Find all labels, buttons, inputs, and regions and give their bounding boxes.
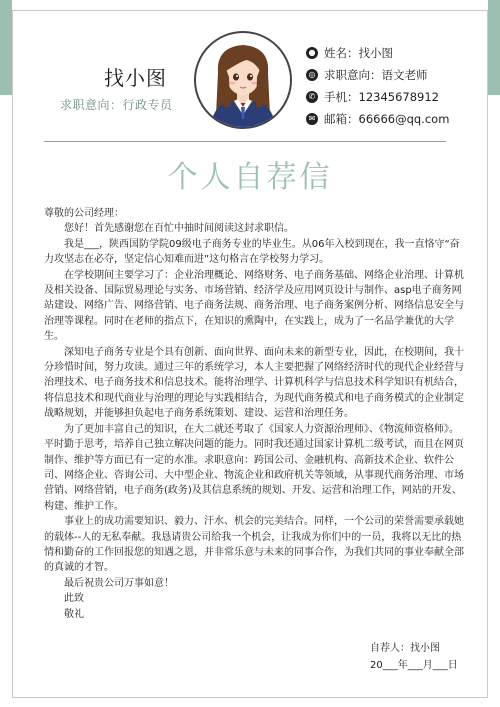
contact-info [306,42,449,130]
contact-intent-row [306,64,449,86]
phone-icon: ✆ [306,91,318,103]
signature-block [370,640,470,674]
letter-date: 20___年___月___日 [370,660,458,671]
decorative-corner-right [488,0,500,95]
letter-paragraph: 最后祝贵公司万事如意！ [64,577,174,589]
letter-paragraph: 您好！首先感谢您在百忙中抽时间阅读这封求职信。 [64,223,294,235]
contact-name-row [306,42,449,64]
target-icon: ◎ [306,69,318,81]
letter-salutation: 尊敬的公司经理： [44,208,124,219]
letter-closing-2: 敬礼 [64,608,84,620]
header-divider [44,141,446,142]
letter-paragraph: 在学校期间主要学习了：企业治理概论、网络财务、电子商务基础、网络企业治理、计算机及相关设备、国际贸易理论与实务、市场营销、经济学及应用网页设计与制作、asp电子商务网站建设、网络广告、网络营销、电子商务法规、商务治理、电子商务案例分析、网络信息安全与治理等课程。同时在老师的指点下，在知识的熏陶中，在实践上，成为了一名品学兼优的大学生。 [44,269,464,343]
contact-phone-row [306,86,449,108]
letter-closing-1: 此致 [64,593,84,605]
letter-paragraph: 我是___，陕西国防学院09级电子商务专业的毕业生。从06年入校到现在，我一直恪守“奋力攻坚志在必夺，坚定信心知难而进”这句格言在学校努力学习。 [44,238,460,266]
decorative-corner-left [0,0,12,95]
contact-email-row [306,108,449,130]
avatar-illustration [196,33,290,127]
letter-paragraph: 为了更加丰富自己的知识，在大二就还考取了《国家人力资源治理师》、《物流师资格师》。平时勤于思考，培养自己独立解决问题的能力。同时我还通过国家计算机二级考试，而且在网页制作、维护等方面已有一定的水准。求职意向：跨国公司、金融机构、高新技术企业、软件公司、网络企业、咨询公司、大中型企业、物流企业和政府机关等领域，从事现代商务治理、市场营销、网络营销，电子商务(政务)及其信息系统的规划、开发、运营和治理工作，网站的开发、构建、维护工作。 [44,423,464,512]
contact-email: 邮箱：66666@qq.com [324,112,450,126]
header-job-intent: 求职意向：行政专员 [60,98,173,112]
header-name: 找小图 [104,66,167,90]
letter-body [44,206,466,622]
contact-name: 姓名：找小图 [324,46,393,60]
mail-icon: ✉ [306,113,318,125]
avatar [194,31,292,129]
contact-intent: 求职意向：语文老师 [324,68,428,82]
person-icon: ● [306,47,318,59]
letter-paragraph: 深知电子商务专业是个具有创新、面向世界、面向未来的新型专业，因此，在校期间，我十分珍惜时间，努力攻读。通过三年的系统学习，本人主要把握了网络经济时代的现代企业经营与治理技术、电子商务技术和信息技术。能将治理学、计算机科学与信息技术科学知识有机结合，将信息技术和现代商业与治理的理论与实践相结合，为现代商务模式和电子商务模式的企业制定战略规划，并能够担负起电子商务系统策划、建设、运营和治理任务。 [44,346,464,420]
contact-phone: 手机：12345678912 [324,90,439,104]
letter-paragraph: 事业上的成功需要知识、毅力、汗水、机会的完美结合。同样，一个公司的荣誉需要承载她的载体--人的无私奉献。我恳请贵公司给我一个机会，让我成为你们中的一员，我将以无比的热情和勤奋的工作回报您的知遇之恩，并非常乐意与未来的同事合作，为我们共同的事业奉献全部的真诚的才智。 [44,516,464,574]
signer: 自荐人：找小图 [370,643,440,654]
page-title: 个人自荐信 [167,160,333,195]
